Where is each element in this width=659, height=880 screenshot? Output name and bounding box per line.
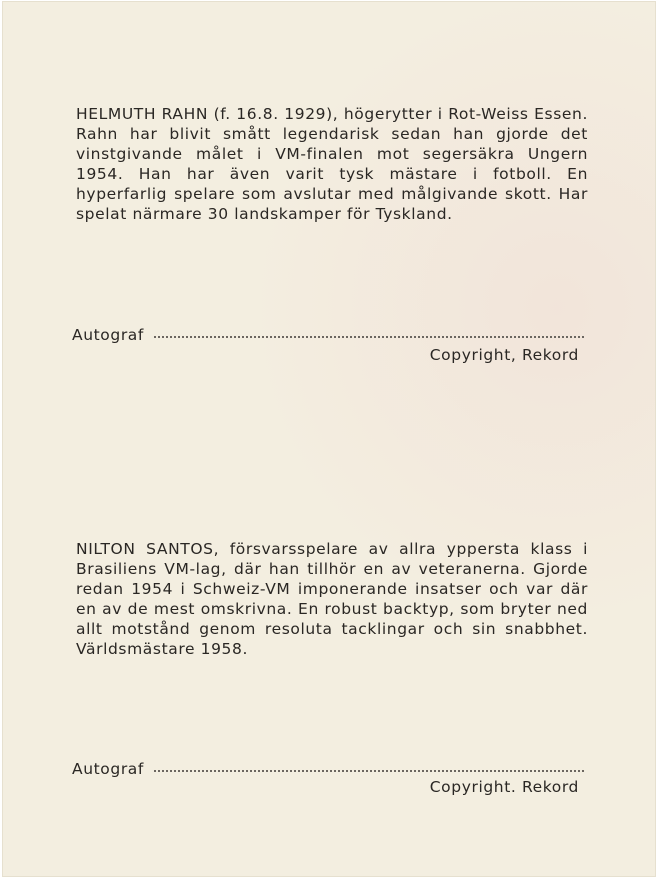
card-back [3,2,655,876]
signature-dotted-line [154,328,584,338]
copyright-notice: Copyright, Rekord [429,346,579,364]
autograf-label: Autograf [72,760,144,778]
copyright-notice: Copyright. Rekord [429,778,579,796]
player-bio-rahn: HELMUTH RAHN (f. 16.8. 1929), högerytter i Rot-Weiss Essen. Rahn har blivit smått legendarisk sedan han gjorde det vinstgivande målet i VM-finalen mot segersäkra Ungern 1954. Han har även varit tysk mästare i fotboll. En hyperfarlig spelare som avslutar med målgivande skott. Har spelat närmare 30 landskamper för Tyskland. [76,105,588,223]
autograf-label: Autograf [72,326,144,344]
player-bio-santos: NILTON SANTOS, försvarsspelare av allra yppersta klass i Brasiliens VM-lag, där han tillhör en av veteranerna. Gjorde redan 1954 i Schweiz-VM imponerande insatser och var där en av de mest omskrivna. En robust backtyp, som bryter ned allt motstånd genom resoluta tacklingar och sin snabbhet. Världsmästare 1958. [76,540,588,658]
signature-dotted-line [154,762,584,772]
autograph-line-rahn [72,326,584,344]
autograph-line-santos [72,760,584,778]
